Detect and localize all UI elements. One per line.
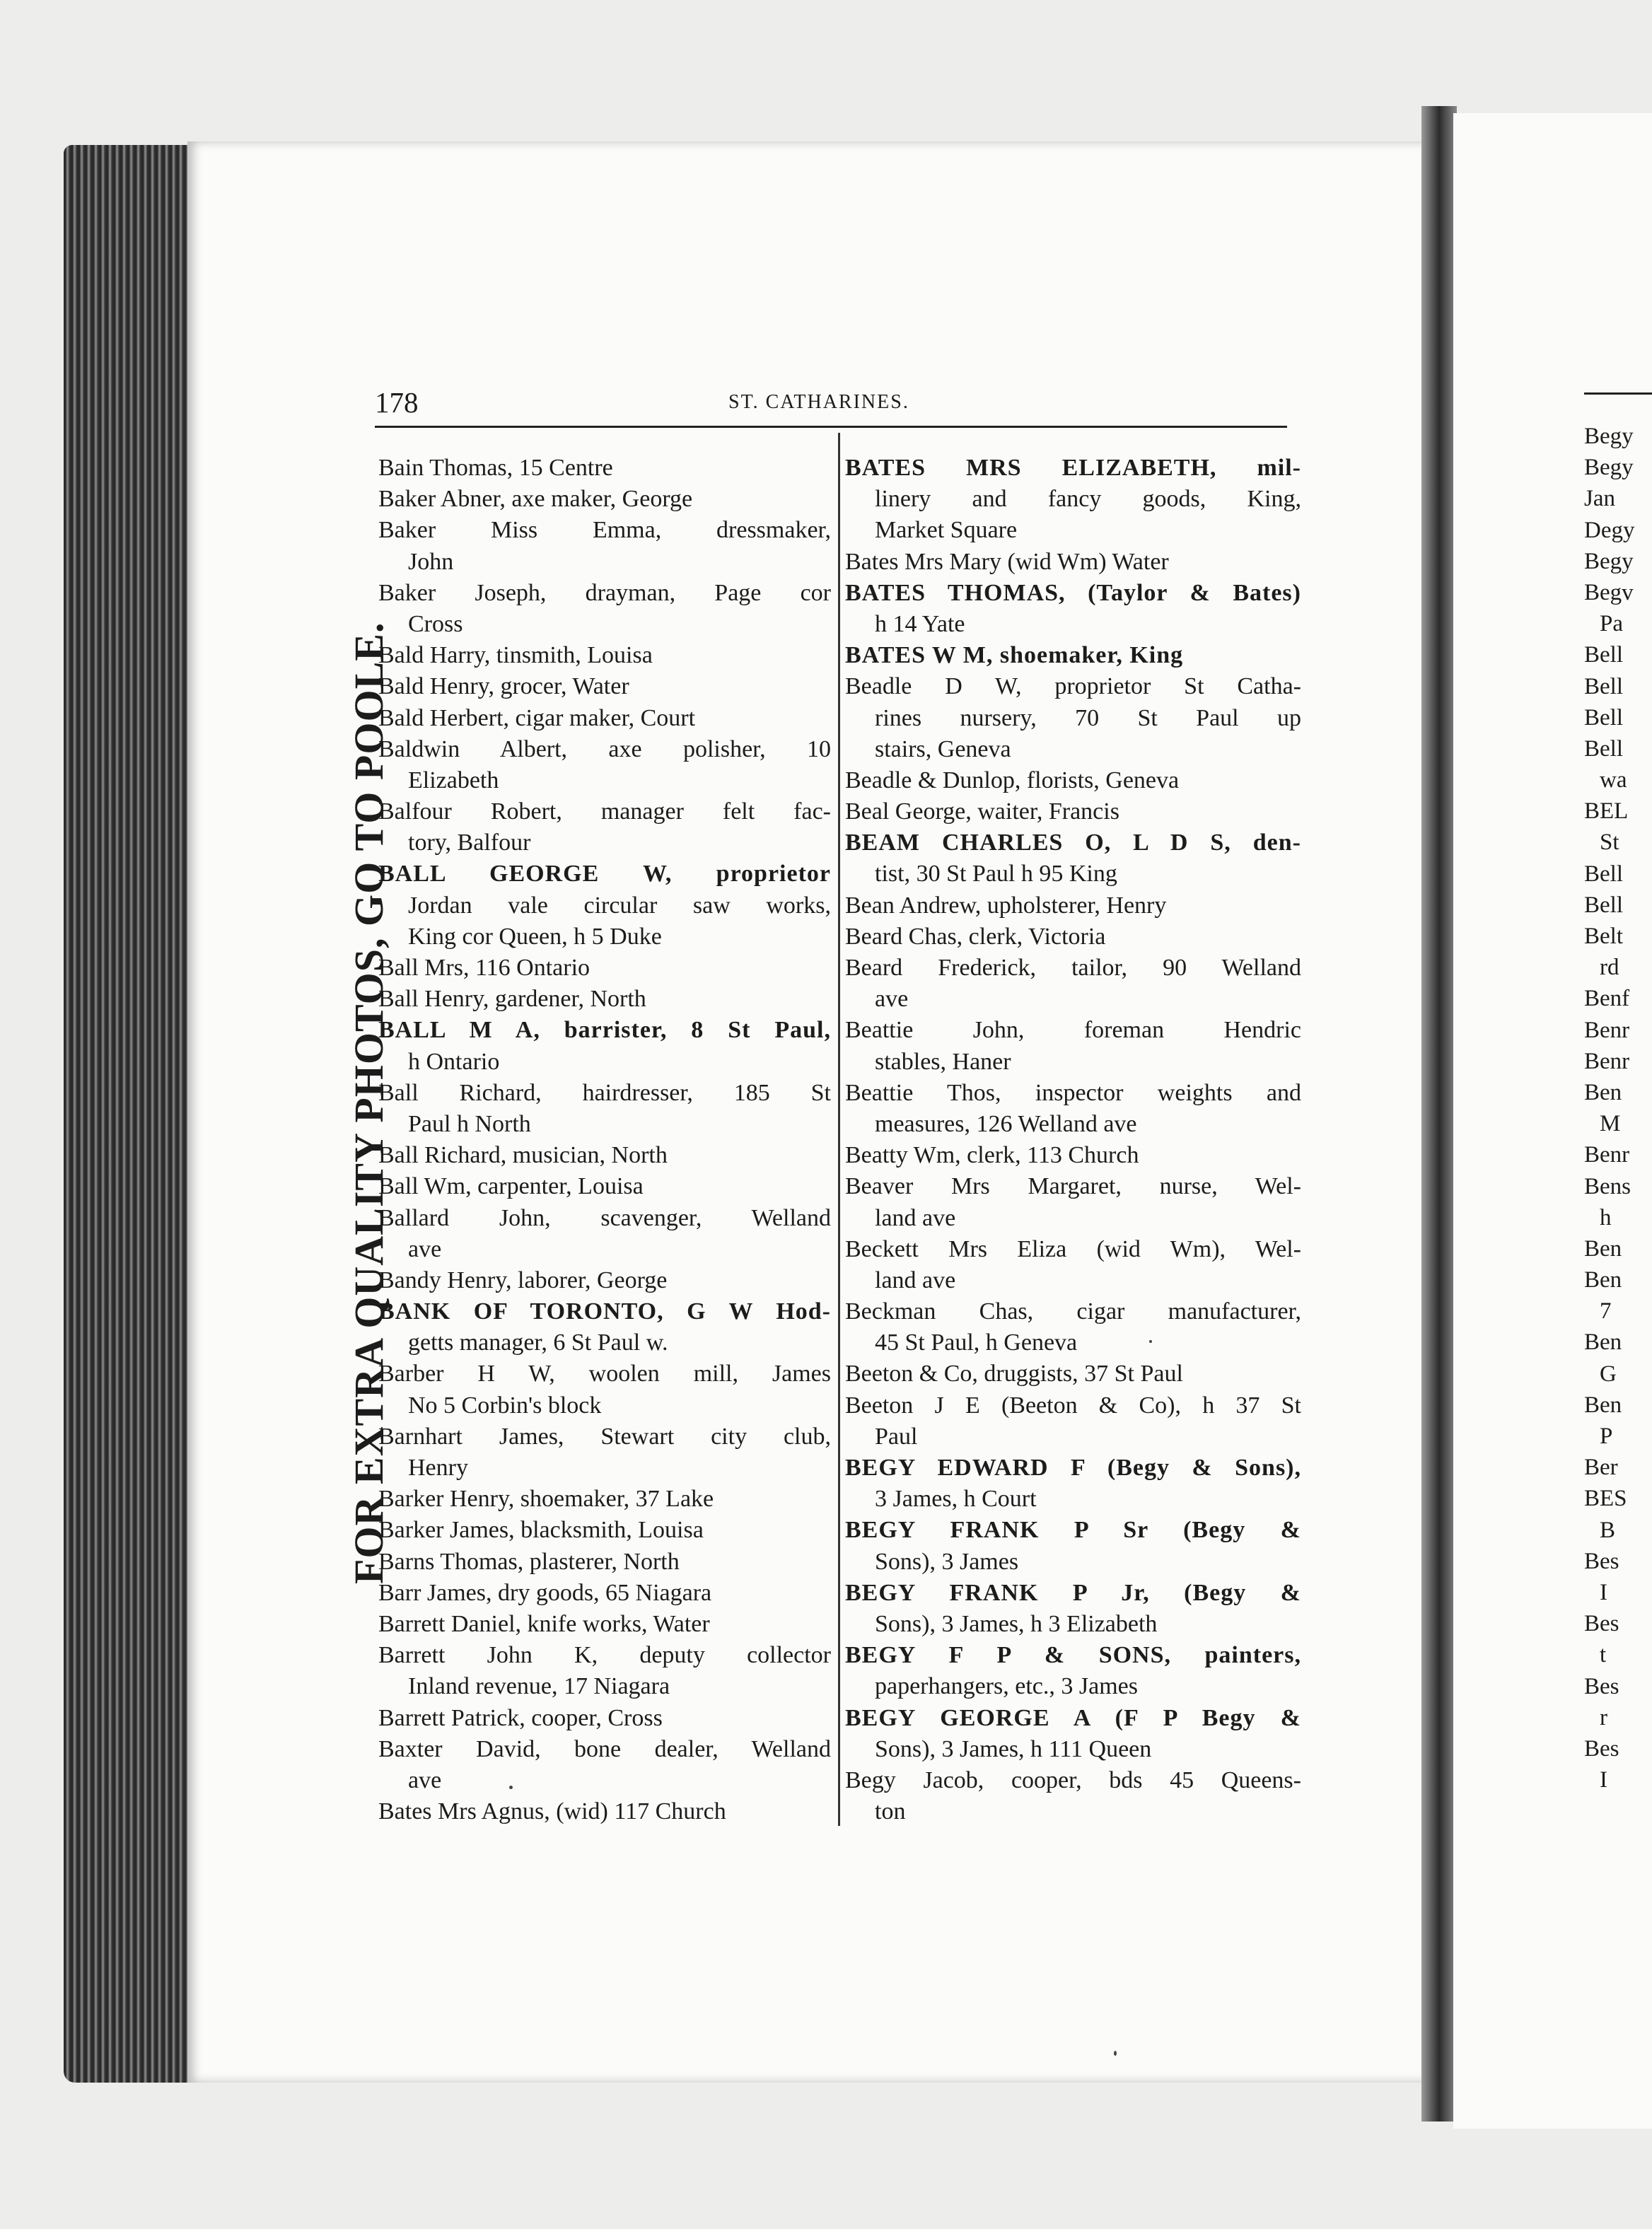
- entry-continuation-line: ton: [875, 1798, 906, 1825]
- entry-continuation-line: No 5 Corbin's block: [408, 1392, 602, 1419]
- entry-continuation-line: land ave: [875, 1204, 956, 1231]
- directory-entry: [378, 1171, 831, 1202]
- entry-name-line: BATES THOMAS, (Taylor & Bates): [845, 579, 1301, 606]
- directory-entry: [845, 1453, 1301, 1515]
- facing-page-fragment: r: [1600, 1704, 1607, 1730]
- entry-name-line: Beadle & Dunlop, florists, Geneva: [845, 767, 1180, 793]
- facing-page-entries: [1584, 421, 1652, 1796]
- directory-entry: [378, 453, 831, 484]
- entry-name-line: Beatty Wm, clerk, 113 Church: [845, 1142, 1139, 1169]
- entry-continuation-line: linery and fancy goods, King,: [875, 486, 1301, 513]
- running-title: ST. CATHARINES.: [728, 391, 909, 413]
- entry-name-line: Bandy Henry, laborer, George: [378, 1267, 668, 1293]
- directory-entry: [845, 1640, 1301, 1702]
- facing-page-fragment: wa: [1600, 767, 1627, 793]
- column-divider: [838, 433, 840, 1826]
- directory-entry: [845, 671, 1301, 765]
- directory-entry: [845, 1358, 1301, 1390]
- facing-page-fragment: B: [1600, 1517, 1616, 1543]
- entry-name-line: Bean Andrew, upholsterer, Henry: [845, 892, 1167, 919]
- facing-page-fragment: Ben: [1584, 1329, 1622, 1356]
- facing-page-fragment: Benr: [1584, 1142, 1630, 1168]
- directory-entry: [378, 1640, 831, 1702]
- directory-entry: [378, 859, 831, 953]
- directory-entry: [378, 1796, 831, 1827]
- entry-name-line: Beattie John, foreman Hendric: [845, 1017, 1301, 1044]
- side-advertisement: FOR EXTRA QUALITY PHOTOS, GO TO POOLE.: [346, 622, 392, 1584]
- entry-continuation-line: measures, 126 Welland ave: [875, 1110, 1137, 1137]
- directory-entry: [378, 796, 831, 859]
- entry-name-line: Barrett Patrick, cooper, Cross: [378, 1704, 663, 1731]
- entry-name-line: Begy Jacob, cooper, bds 45 Queens-: [845, 1767, 1301, 1793]
- directory-entry: [845, 547, 1301, 578]
- directory-entry: [378, 515, 831, 577]
- facing-page-fragment: Begv: [1584, 579, 1634, 605]
- facing-page-fragment: Ben: [1584, 1392, 1622, 1418]
- directory-entry: [378, 484, 831, 515]
- entry-name-line: Barrett Daniel, knife works, Water: [378, 1610, 710, 1637]
- directory-entry: [845, 1515, 1301, 1577]
- directory-entry: [845, 890, 1301, 921]
- entry-name-line: Bald Herbert, cigar maker, Court: [378, 704, 696, 731]
- facing-page-fragment: BES: [1584, 1486, 1627, 1512]
- facing-page-fragment: rd: [1600, 955, 1619, 981]
- entry-name-line: BALL M A, barrister, 8 St Paul,: [378, 1017, 831, 1044]
- facing-page-fragment: Bell: [1584, 704, 1623, 731]
- entry-continuation-line: Market Square: [875, 517, 1018, 544]
- directory-entry: [845, 1296, 1301, 1358]
- directory-entry: [845, 827, 1301, 890]
- entry-name-line: Beaver Mrs Margaret, nurse, Wel-: [845, 1173, 1301, 1200]
- directory-entry: [845, 640, 1301, 671]
- directory-entry: [378, 703, 831, 734]
- entry-continuation-line: Sons), 3 James, h 111 Queen: [875, 1735, 1152, 1762]
- facing-page-fragment: G: [1600, 1361, 1617, 1387]
- facing-page-fragment: Bell: [1584, 642, 1623, 668]
- directory-entry: [378, 1547, 831, 1578]
- facing-page-fragment: 7: [1600, 1298, 1612, 1325]
- directory-entry: [845, 1765, 1301, 1827]
- directory-entry: [845, 1578, 1301, 1640]
- facing-page-fragment: I: [1600, 1767, 1607, 1793]
- directory-entry: [378, 1734, 831, 1796]
- entry-continuation-line: stables, Haner: [875, 1048, 1011, 1075]
- facing-page-rule: [1584, 392, 1652, 395]
- entry-name-line: Barker James, blacksmith, Louisa: [378, 1517, 704, 1544]
- directory-entry: [845, 1703, 1301, 1765]
- entry-continuation-line: ave: [408, 1235, 442, 1262]
- directory-entry: [378, 1578, 831, 1609]
- entry-name-line: Baker Abner, axe maker, George: [378, 486, 693, 513]
- entry-name-line: Beard Frederick, tailor, 90 Welland: [845, 955, 1301, 981]
- directory-entry: [378, 984, 831, 1015]
- entry-name-line: Barns Thomas, plasterer, North: [378, 1548, 680, 1575]
- directory-entry: [378, 1015, 831, 1077]
- entry-name-line: Barrett John K, deputy collector: [378, 1642, 831, 1669]
- directory-entry: [845, 453, 1301, 547]
- entry-continuation-line: tist, 30 St Paul h 95 King: [875, 861, 1117, 887]
- entry-name-line: Beard Chas, clerk, Victoria: [845, 923, 1106, 950]
- entry-continuation-line: rines nursery, 70 St Paul up: [875, 704, 1301, 731]
- facing-page-fragment: Benr: [1584, 1017, 1630, 1043]
- facing-page-fragment: Begy: [1584, 424, 1634, 449]
- entry-continuation-line: John: [408, 548, 454, 575]
- facing-page-fragment: Bell: [1584, 861, 1623, 887]
- entry-name-line: Barnhart James, Stewart city club,: [378, 1423, 831, 1450]
- entry-name-line: BEGY GEORGE A (F P Begy &: [845, 1704, 1301, 1731]
- directory-entry: [378, 734, 831, 796]
- entry-continuation-line: Sons), 3 James: [875, 1548, 1019, 1575]
- directory-entry: [845, 1234, 1301, 1296]
- facing-page-fragment: Jan: [1584, 486, 1615, 512]
- directory-entry: [378, 1484, 831, 1515]
- entry-name-line: BEGY F P & SONS, painters,: [845, 1642, 1301, 1669]
- entry-continuation-line: ave: [408, 1767, 442, 1793]
- entry-name-line: Beeton J E (Beeton & Co), h 37 St: [845, 1392, 1301, 1419]
- entry-name-line: Bates Mrs Agnus, (wid) 117 Church: [378, 1798, 726, 1825]
- facing-page-fragment: M: [1600, 1111, 1621, 1137]
- directory-entry: [845, 1140, 1301, 1171]
- entry-name-line: Beckman Chas, cigar manufacturer,: [845, 1298, 1301, 1325]
- entry-name-line: Ball Mrs, 116 Ontario: [378, 955, 591, 981]
- entry-name-line: Beckett Mrs Eliza (wid Wm), Wel-: [845, 1235, 1301, 1262]
- page-edges: [64, 145, 205, 2083]
- entry-name-line: Ball Richard, hairdresser, 185 St: [378, 1079, 831, 1106]
- entry-name-line: Barber H W, woolen mill, James: [378, 1361, 831, 1387]
- directory-entry: [378, 1703, 831, 1734]
- entry-continuation-line: stairs, Geneva: [875, 735, 1011, 762]
- entry-continuation-line: 3 James, h Court: [875, 1486, 1037, 1513]
- entry-continuation-line: tory, Balfour: [408, 830, 531, 856]
- entry-name-line: Barker Henry, shoemaker, 37 Lake: [378, 1486, 714, 1513]
- entry-name-line: Ball Richard, musician, North: [378, 1142, 668, 1169]
- facing-page-fragment: BEL: [1584, 798, 1629, 825]
- entry-name-line: Bain Thomas, 15 Centre: [378, 455, 613, 481]
- facing-page-fragment: I: [1600, 1579, 1607, 1605]
- directory-entry: [378, 1265, 831, 1296]
- facing-page-fragment: t: [1600, 1642, 1607, 1668]
- facing-page-fragment: Bell: [1584, 673, 1623, 699]
- entry-name-line: Bald Henry, grocer, Water: [378, 673, 629, 700]
- facing-page-fragment: Bes: [1584, 1735, 1619, 1762]
- facing-page-fragment: Begy: [1584, 455, 1634, 481]
- entry-continuation-line: h 14 Yate: [875, 610, 965, 637]
- entry-continuation-line: Sons), 3 James, h 3 Elizabeth: [875, 1610, 1158, 1637]
- entry-continuation-line: ave: [875, 986, 909, 1013]
- facing-page-fragment: Ber: [1584, 1455, 1618, 1481]
- entry-name-line: Ballard John, scavenger, Welland: [378, 1204, 831, 1231]
- header-rule: [375, 426, 1287, 428]
- facing-page-fragment: h: [1600, 1204, 1612, 1230]
- entry-continuation-line: paperhangers, etc., 3 James: [875, 1673, 1138, 1700]
- entry-name-line: Baxter David, bone dealer, Welland: [378, 1735, 831, 1762]
- facing-page-fragment: St: [1600, 830, 1619, 856]
- entry-continuation-line: King cor Queen, h 5 Duke: [408, 923, 662, 950]
- left-column: [378, 453, 831, 1827]
- directory-entry: [378, 1140, 831, 1171]
- entry-continuation-line: h Ontario: [408, 1048, 500, 1075]
- directory-entry: [845, 1171, 1301, 1233]
- entry-name-line: Baker Miss Emma, dressmaker,: [378, 517, 831, 544]
- entry-name-line: BEGY EDWARD F (Begy & Sons),: [845, 1455, 1301, 1481]
- entry-name-line: BEAM CHARLES O, L D S, den-: [845, 830, 1301, 856]
- entry-continuation-line: Jordan vale circular saw works,: [408, 892, 831, 919]
- facing-page-fragment: Bell: [1584, 892, 1623, 918]
- facing-page-fragment: Benf: [1584, 986, 1630, 1012]
- facing-page-fragment: Ben: [1584, 1267, 1622, 1293]
- entry-continuation-line: Elizabeth: [408, 767, 499, 793]
- facing-page: [1453, 113, 1652, 2129]
- facing-page-fragment: Bens: [1584, 1173, 1631, 1199]
- entry-name-line: Ball Henry, gardener, North: [378, 986, 646, 1013]
- directory-entry: [845, 953, 1301, 1015]
- right-column: [845, 453, 1301, 1827]
- directory-entry: [378, 640, 831, 671]
- directory-entry: [378, 1358, 831, 1421]
- directory-entry: [378, 671, 831, 702]
- facing-page-fragment: P: [1600, 1424, 1613, 1449]
- entry-continuation-line: Cross: [408, 610, 463, 637]
- facing-page-fragment: Pa: [1600, 611, 1623, 637]
- directory-entry: [378, 1078, 831, 1140]
- facing-page-fragment: Degy: [1584, 517, 1635, 543]
- page-header: [375, 385, 1287, 421]
- entry-name-line: Beeton & Co, druggists, 37 St Paul: [845, 1361, 1183, 1387]
- entry-continuation-line: Paul: [875, 1423, 918, 1450]
- entry-name-line: BANK OF TORONTO, G W Hod-: [378, 1298, 831, 1325]
- directory-entry: [378, 953, 831, 984]
- directory-entry: [845, 578, 1301, 640]
- entry-name-line: Beal George, waiter, Francis: [845, 798, 1119, 825]
- directory-entry: [378, 578, 831, 640]
- entry-name-line: Beattie Thos, inspector weights and: [845, 1079, 1301, 1106]
- facing-page-fragment: Benr: [1584, 1048, 1630, 1074]
- page-number: 178: [375, 386, 419, 419]
- entry-name-line: Bates Mrs Mary (wid Wm) Water: [845, 548, 1169, 575]
- entry-continuation-line: land ave: [875, 1267, 956, 1293]
- facing-page-fragment: Bes: [1584, 1548, 1619, 1574]
- entry-name-line: BALL GEORGE W, proprietor: [378, 861, 831, 887]
- facing-page-fragment: Bes: [1584, 1673, 1619, 1699]
- directory-entry: [845, 796, 1301, 827]
- entry-name-line: Ball Wm, carpenter, Louisa: [378, 1173, 644, 1200]
- facing-page-fragment: Belt: [1584, 924, 1623, 949]
- directory-entry: [845, 1078, 1301, 1140]
- entry-name-line: BEGY FRANK P Jr, (Begy &: [845, 1579, 1301, 1606]
- entry-name-line: Baker Joseph, drayman, Page cor: [378, 579, 831, 606]
- entry-name-line: BATES MRS ELIZABETH, mil-: [845, 455, 1301, 481]
- directory-entry: [378, 1296, 831, 1358]
- entry-continuation-line: 45 St Paul, h Geneva: [875, 1329, 1078, 1356]
- facing-page-fragment: Ben: [1584, 1235, 1622, 1262]
- entry-name-line: BEGY FRANK P Sr (Begy &: [845, 1517, 1301, 1544]
- facing-page-fragment: Bell: [1584, 735, 1623, 762]
- entry-name-line: BATES W M, shoemaker, King: [845, 642, 1184, 669]
- directory-entry: [845, 765, 1301, 796]
- facing-page-fragment: Ben: [1584, 1079, 1622, 1105]
- entry-name-line: Baldwin Albert, axe polisher, 10: [378, 735, 831, 762]
- entry-continuation-line: Inland revenue, 17 Niagara: [408, 1673, 670, 1700]
- directory-entry: [378, 1515, 831, 1546]
- directory-entry: [845, 921, 1301, 953]
- entry-continuation-line: getts manager, 6 St Paul w.: [408, 1329, 668, 1356]
- directory-entry: [845, 1015, 1301, 1077]
- directory-entry: [378, 1609, 831, 1640]
- entry-continuation-line: Paul h North: [408, 1110, 531, 1137]
- directory-entry: [378, 1203, 831, 1265]
- directory-entry: [378, 1421, 831, 1484]
- entry-name-line: Beadle D W, proprietor St Catha-: [845, 673, 1301, 700]
- directory-entry: [845, 1390, 1301, 1453]
- entry-name-line: Bald Harry, tinsmith, Louisa: [378, 642, 653, 669]
- book-gutter: [1421, 106, 1457, 2122]
- facing-page-fragment: Bes: [1584, 1611, 1619, 1637]
- entry-name-line: Barr James, dry goods, 65 Niagara: [378, 1579, 712, 1606]
- facing-page-fragment: Begy: [1584, 548, 1634, 574]
- entry-continuation-line: Henry: [408, 1455, 468, 1481]
- entry-name-line: Balfour Robert, manager felt fac-: [378, 798, 831, 825]
